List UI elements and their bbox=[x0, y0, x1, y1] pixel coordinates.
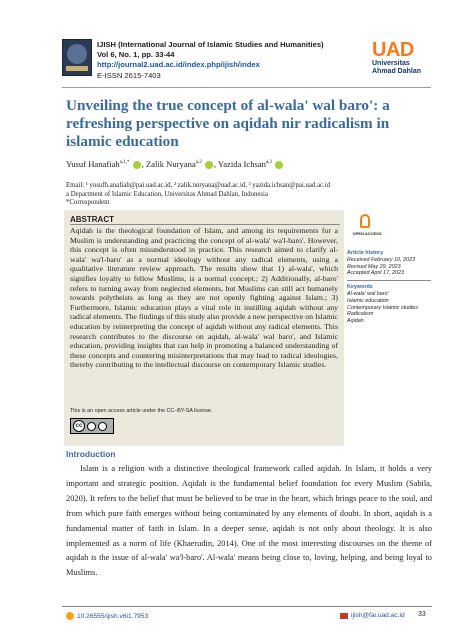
introduction-heading: Introduction bbox=[66, 449, 116, 459]
uad-logo bbox=[372, 40, 428, 76]
page-number: 33 bbox=[418, 611, 426, 618]
side-divider bbox=[347, 280, 431, 281]
article-history-label: Article history bbox=[347, 250, 384, 256]
orcid-icon[interactable] bbox=[275, 161, 283, 169]
author-2-sup: a,2 bbox=[195, 160, 202, 166]
author-2: Zalik Nuryana bbox=[145, 159, 196, 169]
author-1-sup: a,1,* bbox=[119, 160, 130, 166]
orcid-icon[interactable] bbox=[205, 161, 213, 169]
author-1: Yusuf Hanafiah bbox=[66, 159, 120, 169]
paper-title: Unveiling the true concept of al-wala' wal baro': a refreshing perspective on aqidah nir radicalism in islamic education bbox=[66, 97, 390, 150]
contact-block bbox=[66, 182, 431, 208]
doi-text: 10.26555/ijish.v6i1.7953 bbox=[77, 612, 149, 620]
article-info-panel bbox=[347, 250, 431, 325]
ijish-logo-bar bbox=[66, 66, 88, 71]
correspondent-line: *Correspondent bbox=[66, 199, 110, 207]
footer-divider bbox=[62, 606, 432, 607]
journal-info bbox=[97, 40, 324, 81]
license-line: This is an open access article under the CC–BY-SA license. bbox=[70, 408, 213, 414]
by-icon bbox=[87, 422, 96, 431]
author-3-sup: a,3 bbox=[265, 160, 272, 166]
doi-icon bbox=[66, 612, 74, 620]
ijish-logo bbox=[62, 39, 92, 76]
keyword-item: Al-wala' wal baro' bbox=[347, 290, 389, 297]
abstract-heading: ABSTRACT bbox=[70, 215, 114, 224]
doi-link[interactable] bbox=[66, 612, 148, 620]
email-line: Email: ¹ yusufh.anafiah@pai.uad.ac.id, ² zalik.nuryana@uad.ac.id, ³ yazida.ichsan@pai.uad.ac.id bbox=[66, 182, 331, 189]
uad-logo-mark: UAD bbox=[372, 39, 414, 61]
journal-volume: Vol 6, No. 1, pp. 33-44 bbox=[97, 50, 175, 60]
uad-logo-sub1: Universitas bbox=[372, 60, 410, 67]
mail-icon bbox=[340, 613, 348, 619]
cc-icon: cc bbox=[73, 420, 85, 432]
keywords-label: Keywords bbox=[347, 284, 373, 291]
received-date: Received February 10, 2023 bbox=[347, 256, 416, 263]
author-3: Yazida Ichsan bbox=[217, 159, 266, 169]
keyword-item: Islamic education bbox=[347, 297, 389, 304]
footer-email-text: ijish@fai.uad.ac.id bbox=[351, 612, 405, 619]
author-line: Yusuf Hanafiah$^{a,1,*}$ , Zalik Nuryana$^{a,2}$ , Yazida Ichsan$^{a,3}$ bbox=[66, 159, 426, 169]
accepted-date: Accepted April 17, 2023 bbox=[347, 270, 405, 277]
keyword-item: Radicalism bbox=[347, 311, 374, 318]
journal-eissn: E-ISSN 2615-7403 bbox=[97, 70, 161, 80]
affiliation-line: a Department of Islamic Education, Universitas Ahmad Dahlan, Indonesia bbox=[66, 190, 268, 198]
footer-email-link[interactable] bbox=[340, 612, 405, 619]
orcid-icon[interactable] bbox=[133, 161, 141, 169]
abstract-text: Aqidah is the theological foundation of Islam, and among its requirements for a Muslim is understanding and practicing the concept of al-wala' wa'l-baro'. However, this concept is often misunderstood in practice. This research aimed to clarify al-wala' wa'l-baro' as a normal ideology without any radical elements, using a qualitative literature review approach. The results show that 1) al-wala', which signifies loyalty to fellow Muslims, is a normal concept.; 2) Additionally, al-baro' refers to turning away from neglected elements, but Muslims can still act humanely towards polytheists as long as they are not openly fighting against Islam.; 3) Furthermore, Islamic education plays a vital role in instilling aqidah without any radical elements. The findings of this study also provide a new perspective on Islamic education by reinterpreting the concept of aqidah without any radical elements. This research contributes to the discourse on aqidah, al-wala' wal baro', and Islamic education, providing insights that can help in promoting a balanced understanding of these concepts and countering misinterpretations that may lead to radical ideologies, thereby contributing to the intellectual discourse on contemporary Islamic studies. bbox=[70, 226, 338, 370]
introduction-text: Islam is a religion with a distinctive theological framework called aqidah. In Islam, it holds a very important and strategic position. Aqidah is the fundamental belief foundation for every Muslim (Sabila, 2020). It refers to the belief that must be believed to be true in the heart, which brings peace to the soul, and from which pure faith emerges without being contaminated by any elements of doubt. In short, aqidah is a fundamental matter of faith in Islam. In a deeper sense, aqidah is not only about theology. It is also implemented as a norm of life (Khaerudin, 2014). One of the most interesting discourses on the theme of aqidah is the issue of al-wala' wa'l-baro'. Al-wala' means being close to, loving, helping, and being loyal to Muslims. bbox=[66, 464, 432, 578]
abstract-divider bbox=[70, 224, 340, 225]
open-access-logo bbox=[347, 214, 383, 244]
uad-logo-sub2: Ahmad Dahlan bbox=[372, 68, 422, 75]
keyword-item: Aqidah bbox=[347, 318, 364, 325]
header-divider bbox=[62, 87, 431, 88]
journal-title: IJISH (International Journal of Islamic Studies and Humanities) bbox=[97, 40, 324, 49]
cc-by-sa-badge[interactable] bbox=[70, 418, 114, 434]
revised-date: Revised May 29, 2023 bbox=[347, 263, 401, 270]
open-access-label: OPEN ACCESS bbox=[352, 231, 382, 236]
journal-url[interactable]: http://journal2.uad.ac.id/index.php/ijish/index bbox=[97, 60, 260, 70]
sa-icon bbox=[98, 422, 107, 431]
open-lock-icon bbox=[360, 214, 370, 228]
keyword-item: Contemporary Islamic studies bbox=[347, 304, 419, 311]
ijish-logo-emblem bbox=[67, 44, 87, 64]
